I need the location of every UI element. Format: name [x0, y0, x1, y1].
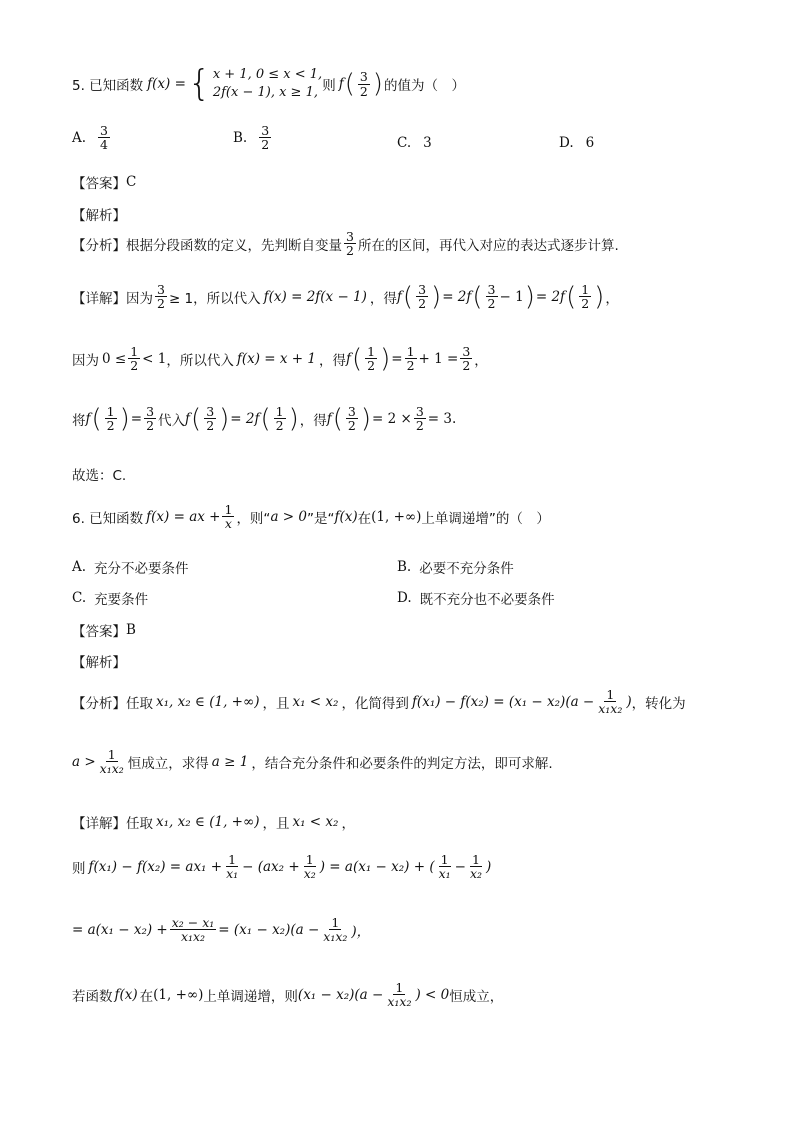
fraction-1-x1x2 — [98, 748, 126, 775]
math-expression: − 1 — [499, 288, 524, 305]
text: 上单调递增，则 — [203, 988, 298, 1005]
math-expression: = (x₁ − x₂)(a − — [218, 921, 320, 938]
q6-detail-1 — [72, 812, 355, 832]
answer-tag: 【答案】 — [72, 624, 126, 640]
text: ≥ 1，所以代入 — [168, 290, 261, 307]
math-expression: f(x) = ax + — [146, 508, 221, 525]
option-text: 必要不充分条件 — [419, 561, 514, 577]
answer-tag: 【答案】 — [72, 176, 126, 192]
numerator: 1 — [305, 852, 314, 867]
numerator: 1 — [395, 980, 404, 995]
fraction-1-x1x2 — [321, 916, 349, 943]
text: 因为 — [126, 290, 153, 307]
math-expression: x₁ < x₂ — [292, 814, 339, 830]
denominator: x₁ — [226, 866, 239, 882]
numerator: 1 — [228, 852, 237, 867]
denominator: 2 — [367, 358, 376, 374]
math-expression: )， — [351, 923, 371, 940]
math-expression: < 1 — [142, 350, 167, 367]
numerator: 1 — [581, 282, 590, 297]
answer-value: C — [126, 174, 137, 190]
text: ，且 — [262, 816, 290, 832]
math-expression: x₁, x₂ ∈ (1, +∞) — [156, 814, 260, 830]
math-expression: (x₁ − x₂)(a − — [297, 986, 384, 1003]
paren-open: ( — [260, 403, 271, 434]
paren-close: ) — [372, 69, 383, 99]
paren-open: ( — [472, 281, 483, 312]
option-value: 6 — [585, 135, 595, 151]
fraction-1-x2 — [302, 853, 318, 880]
q5-stem-mid: 则 — [322, 78, 336, 94]
q5-fx: f(x) = — [147, 76, 186, 92]
paren-open: ( — [332, 403, 343, 434]
fraction-1-x1 — [437, 853, 453, 880]
text: 将 — [72, 412, 86, 429]
fraction-x2mx1-x1x2 — [170, 916, 217, 943]
text: 任取 — [126, 695, 153, 712]
option-letter: B. — [397, 559, 412, 575]
option-letter: C. — [72, 590, 87, 606]
text: 恒成立，求得 — [127, 755, 209, 772]
math-expression: = 2 × — [372, 410, 412, 427]
denominator: x₁x₂ — [99, 761, 124, 777]
option-letter: C. — [397, 135, 412, 151]
option-fraction — [98, 124, 110, 151]
paren-close: ) — [380, 343, 391, 374]
fraction-3-2 — [204, 405, 216, 432]
q5-detail-1 — [72, 283, 619, 310]
paren-open: ( — [352, 343, 363, 374]
analysis-tag: 【解析】 — [72, 655, 126, 671]
comma: ， — [474, 352, 488, 369]
fenxi-text: 根据分段函数的定义，先判断自变量 — [126, 237, 342, 254]
fraction-1-2 — [405, 345, 417, 372]
numerator: 3 — [157, 282, 165, 297]
q5-conclusion — [72, 464, 126, 484]
numerator: 1 — [224, 502, 233, 517]
numerator: 1 — [472, 852, 480, 867]
fraction-3-2 — [344, 230, 356, 257]
option-letter: B. — [233, 129, 248, 146]
q5-detail-3: 将 f ( $\frac{1}{2}$ ) = $\frac{3}{2}$ 代入 f ( $\frac{3}{2}$ ) = 2f ( $\frac{1}{2}$ ) ，得 f ( $\frac{3}{2}$ ) = 2 × $\frac{3}{2}$ = 3. — [72, 403, 457, 434]
denominator: x₁x₂ — [323, 929, 348, 945]
denominator: x₂ — [303, 866, 316, 882]
option-letter: D. — [397, 590, 412, 606]
q5-brace: { — [187, 63, 211, 104]
denominator: x₁x₂ — [598, 701, 623, 717]
denominator: 2 — [406, 358, 415, 374]
option-letter: A. — [72, 129, 87, 146]
comma: ， — [605, 290, 619, 307]
q6-option-d — [397, 588, 555, 608]
math-expression: + 1 = — [418, 350, 459, 367]
math-expression: x₁, x₂ ∈ (1, +∞) — [156, 693, 260, 710]
numerator: 3 — [206, 404, 215, 419]
text: 上单调递增”的（ ） — [421, 510, 550, 527]
paren-open: ( — [402, 281, 414, 312]
fraction-3-2 — [155, 283, 167, 310]
option-value: 3 — [423, 135, 432, 151]
math-expression: − — [454, 858, 466, 875]
denominator: 2 — [206, 418, 215, 434]
text: ，且 — [262, 695, 290, 712]
fraction-3-2 — [414, 405, 426, 432]
q5-option-a — [72, 124, 112, 151]
q5-stem-prefix: 5. 已知函数 — [72, 78, 144, 94]
option-text: 充分不必要条件 — [94, 561, 189, 577]
text: ，化简得到 — [341, 695, 409, 712]
fraction-3-2 — [460, 345, 472, 372]
numerator: 1 — [406, 344, 415, 359]
numerator: 1 — [130, 344, 139, 359]
paren-close: ) — [288, 403, 299, 434]
q6-detail-2 — [72, 853, 491, 880]
fraction-1-2 — [128, 345, 140, 372]
numerator: 1 — [106, 404, 115, 419]
denominator: 2 — [130, 358, 139, 374]
text: 在 — [357, 510, 372, 527]
text: ， — [341, 816, 355, 832]
math-expression: = a(x₁ − x₂) + — [72, 921, 168, 938]
paren-close: ) — [431, 281, 442, 312]
math-expression: 0 ≤ — [102, 350, 127, 367]
text: 在 — [139, 988, 154, 1005]
math-expression: a > 0 — [270, 508, 307, 525]
numerator: 3 — [347, 404, 356, 419]
denominator: x₁x₂ — [180, 929, 206, 945]
text: ，结合充分条件和必要条件的判定方法，即可求解. — [251, 755, 553, 772]
math-interval: (1, +∞) — [153, 986, 204, 1003]
numerator: 1 — [275, 404, 284, 419]
fraction-1-x — [222, 503, 234, 530]
math-interval: (1, +∞) — [371, 508, 422, 525]
math-f: f — [346, 350, 351, 367]
denominator: x₁ — [438, 866, 451, 882]
denominator: 2 — [275, 418, 284, 434]
text: ，得 — [299, 412, 327, 429]
text: ，转化为 — [631, 695, 686, 712]
math-expression: ) — [486, 858, 492, 875]
numerator: 3 — [487, 282, 496, 297]
denominator: 4 — [100, 137, 108, 153]
paren-open: ( — [91, 403, 102, 434]
text: 因为 — [72, 352, 99, 369]
text: 若函数 — [72, 988, 113, 1005]
math-expression: f(x) = x + 1 — [236, 350, 316, 367]
fraction-3-2 — [416, 283, 428, 310]
text: 代入 — [158, 412, 186, 429]
math-f: f — [396, 288, 402, 305]
math-expression: = 2f — [230, 410, 260, 427]
denominator: 2 — [146, 418, 155, 434]
conclusion-text: 故选：C. — [72, 468, 127, 484]
option-fraction — [259, 124, 271, 151]
denominator: 2 — [106, 418, 115, 434]
fraction-3-2 — [346, 405, 358, 432]
numerator: 3 — [462, 344, 471, 359]
q6-detail-4 — [72, 981, 503, 1008]
option-letter: D. — [559, 135, 574, 151]
fraction-1-x1 — [224, 853, 240, 880]
q6-stem — [72, 503, 550, 530]
math-expression: = 2f — [442, 288, 472, 305]
math-expression: − (ax₂ + — [242, 858, 300, 875]
text: ”是“ — [306, 510, 335, 527]
math-expression: ) — [626, 693, 632, 710]
math-expression: a ≥ 1 — [211, 753, 249, 770]
fenxi-tag: 【分析】 — [72, 237, 126, 254]
q5-answer — [72, 172, 136, 192]
q6-option-c — [72, 588, 148, 608]
q6-fenxi-1 — [72, 688, 686, 715]
math-expression: ) < 0 — [415, 986, 450, 1003]
fenxi-tag: 【分析】 — [72, 695, 126, 712]
q6-analysis-tag — [72, 651, 126, 671]
text: ，所以代入 — [166, 352, 234, 369]
math-expression: = 2f — [535, 288, 566, 305]
math-expression: f(x) = 2f(x − 1) — [263, 288, 367, 305]
q5-piecewise — [213, 66, 322, 101]
denominator: 2 — [157, 296, 165, 312]
denominator: x₁x₂ — [387, 994, 412, 1010]
numerator: 3 — [100, 123, 108, 138]
fraction-3-2 — [144, 405, 156, 432]
option-text: 充要条件 — [94, 592, 149, 608]
math-expression: ) = a(x₁ − x₂) + ( — [319, 858, 435, 875]
numerator: x₂ − x₁ — [171, 915, 215, 930]
denominator: 2 — [418, 296, 427, 312]
detail-tag: 【详解】 — [72, 816, 126, 832]
fraction-3-2 — [358, 70, 370, 97]
math-f: f — [85, 410, 91, 427]
q6-answer — [72, 620, 136, 640]
denominator: 2 — [462, 358, 471, 374]
paren-close: ) — [524, 281, 535, 312]
denominator: x — [224, 516, 232, 532]
text: 任取 — [126, 816, 153, 832]
text: ，得 — [319, 352, 346, 369]
numerator: 3 — [261, 123, 270, 138]
fraction-3-2 — [486, 283, 498, 310]
denominator: x₂ — [469, 866, 483, 882]
q5-detail-2: 因为 0 ≤ $\frac{1}{2}$ < 1 ，所以代入 f(x) = x + 1 ，得 f ( $\frac{1}{2}$ ) = $\frac{1}{2}$ + 1 = $\frac{3}{2}$ ， — [72, 343, 488, 374]
numerator: 1 — [367, 344, 376, 359]
text: 则 — [72, 860, 86, 877]
option-letter: A. — [72, 559, 87, 575]
math-f: f — [326, 410, 332, 427]
fraction-1-x1x2 — [385, 981, 413, 1008]
fraction-1-2 — [274, 405, 286, 432]
fraction-1-x2 — [468, 853, 484, 880]
denominator: 2 — [359, 83, 368, 99]
paren-close: ) — [360, 403, 372, 434]
math-expression: x₁ < x₂ — [292, 693, 339, 710]
q6-stem-prefix: 6. 已知函数 — [72, 510, 144, 527]
denominator: 2 — [487, 296, 496, 312]
paren-open: ( — [191, 403, 202, 434]
numerator: 3 — [146, 404, 155, 419]
option-text: 既不充分也不必要条件 — [419, 592, 555, 608]
numerator: 1 — [606, 687, 615, 702]
numerator: 1 — [331, 915, 340, 930]
numerator: 3 — [359, 69, 368, 85]
answer-value: B — [126, 622, 136, 638]
q5-case-2: 2f(x − 1), x ≥ 1, — [212, 85, 318, 100]
fenxi-text: 所在的区间，再代入对应的表达式逐步计算. — [357, 237, 619, 254]
text: 恒成立， — [449, 988, 504, 1005]
paren-open: ( — [344, 69, 355, 99]
denominator: 2 — [261, 137, 270, 153]
paren-close: ) — [119, 403, 130, 434]
denominator: 2 — [415, 418, 424, 434]
math-expression: f(x) — [334, 508, 358, 525]
text: ，得 — [369, 290, 397, 307]
math-f: f — [185, 410, 191, 427]
q6-detail-3 — [72, 916, 370, 943]
fraction-1-2 — [579, 283, 591, 310]
q5-option-b — [233, 124, 273, 151]
q6-fenxi-2 — [72, 748, 553, 775]
analysis-tag: 【解析】 — [72, 208, 126, 224]
math-expression: f(x₁) − f(x₂) = ax₁ + — [88, 858, 223, 875]
q5-case-1: x + 1, 0 ≤ x < 1, — [212, 67, 323, 83]
math-expression: f(x₁) − f(x₂) = (x₁ − x₂)(a − — [411, 693, 595, 710]
numerator: 3 — [415, 404, 424, 419]
math-expression: = 3. — [427, 410, 457, 427]
paren-close: ) — [594, 281, 605, 312]
fraction-1-2 — [105, 405, 117, 432]
math-expression: a > — [72, 753, 96, 770]
paren-close: ) — [219, 403, 230, 434]
paren-open: ( — [566, 281, 577, 312]
q6-option-a — [72, 557, 189, 577]
denominator: 2 — [581, 296, 590, 312]
math-expression: f(x) — [114, 986, 138, 1003]
q5-stem — [72, 63, 465, 104]
fraction-1-x1x2 — [596, 688, 624, 715]
q5-fenxi — [72, 230, 619, 257]
numerator: 3 — [418, 282, 427, 297]
detail-tag: 【详解】 — [72, 290, 126, 307]
q5-option-c — [397, 135, 432, 151]
q5-stem-suffix: 的值为（ ） — [383, 78, 465, 94]
q5-analysis-tag — [72, 204, 126, 224]
denominator: 2 — [346, 243, 354, 259]
fraction-1-2 — [365, 345, 377, 372]
numerator: 1 — [440, 852, 449, 867]
numerator: 3 — [346, 229, 354, 244]
denominator: 2 — [347, 418, 356, 434]
numerator: 1 — [107, 747, 116, 762]
text: ，则“ — [236, 510, 271, 527]
q5-f: f — [338, 76, 344, 92]
q5-option-d — [559, 135, 594, 151]
q6-option-b — [397, 557, 514, 577]
